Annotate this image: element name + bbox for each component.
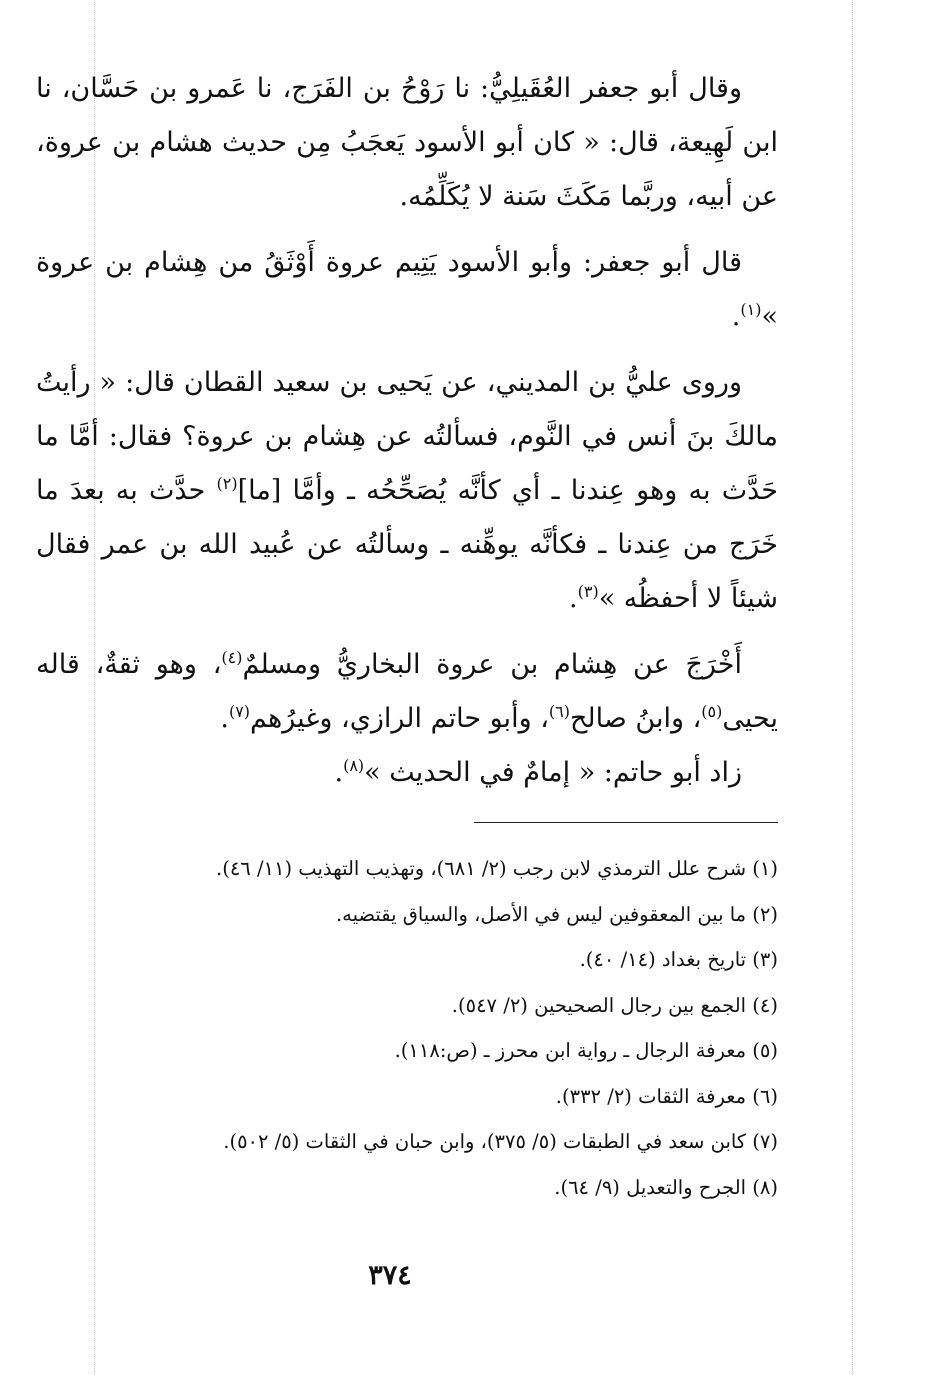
footnote-7: (٧) كابن سعد في الطبقات (٥/ ٣٧٥)، وابن حبان في الثقات (٥/ ٥٠٢). (223, 1130, 778, 1153)
paragraph-3 (36, 356, 778, 626)
footnote-marker: (٣) (577, 582, 599, 601)
page-number: ٣٧٤ (368, 1260, 412, 1291)
footnote-marker: (٧) (228, 702, 251, 721)
paragraph-text: ، وأبو حاتم الرازي، وغيرُهم (250, 703, 549, 734)
footnote-separator (474, 822, 778, 823)
paragraph-5 (36, 746, 778, 800)
paragraph-1 (36, 62, 778, 224)
footnote-3: (٣) تاريخ بغداد (١٤/ ٤٠). (579, 948, 778, 971)
footnote-marker: (٤) (221, 648, 243, 667)
footnote-marker: (٢) (216, 474, 238, 493)
footnotes (80, 846, 778, 1210)
paragraph-text: وروى عليُّ بن المديني، عن يَحيى بن سعيد القطان قال: « رأيتُ مالكَ بنَ أنس في النَّوم، فسألتُه عن هِشام بن عروة؟ فقال: أمَّا ما حَدَّث به وهو عِندنا ـ أي كأنَّه يُصَحِّحُه ـ وأمَّا [ما] (36, 367, 778, 506)
paragraph-text: . (731, 301, 741, 332)
footnote-1: (١) شرح علل الترمذي لابن رجب (٢/ ٦٨١)، وتهذيب التهذيب (١١/ ٤٦). (216, 857, 778, 880)
paragraph-text: ، وهو ثقةٌ، قاله يحيى (36, 649, 778, 734)
paragraph-4 (36, 638, 778, 746)
paragraph-text: . (220, 703, 229, 734)
scan-guide-line (852, 0, 853, 1375)
footnote-6: (٦) معرفة الثقات (٢/ ٣٣٢). (555, 1084, 778, 1108)
paragraph-text: ، وابنُ صالح (570, 703, 702, 734)
paragraph-text: زاد أبو حاتم: « إمامٌ في الحديث » (364, 757, 742, 788)
paragraph-text: . (569, 583, 578, 614)
footnote-marker: (٥) (701, 702, 723, 721)
footnote-5: (٥) معرفة الرجال ـ رواية ابن محرز ـ (ص:١١٨). (394, 1039, 778, 1062)
paragraph-text: أَخْرَجَ عن هِشام بن عروة البخاريُّ ومسلمٌ (242, 649, 742, 680)
footnote-marker: (٨) (343, 756, 365, 775)
footnote-marker: (١) (740, 300, 762, 319)
footnote-marker: (٦) (548, 702, 570, 721)
paragraph-text: . (334, 757, 344, 788)
footnote-2: (٢) ما بين المعقوفين ليس في الأصل، والسياق يقتضيه. (335, 902, 778, 926)
footnote-4: (٤) الجمع بين رجال الصحيحين (٢/ ٥٤٧). (451, 993, 778, 1017)
footnote-8: (٨) الجرح والتعديل (٩/ ٦٤). (554, 1175, 778, 1199)
main-text (36, 62, 778, 800)
paragraph-2 (36, 236, 778, 344)
paragraph-text: حدَّث به بعدَ ما خَرَج من عِندنا ـ فكأنَّه يوهِّنه ـ وسألتُه عن عُبيد الله بن عمر فقال شيئاً لا أحفظُه » (36, 475, 778, 614)
paragraph-text: وقال أبو جعفر العُقَيلِيُّ: نا رَوْحُ بن الفَرَج، نا عَمرو بن حَسَّان، نا ابن لَهِيعة، قال: « كان أبو الأسود يَعجَبُ مِن حديث هشام بن عروة، عن أبيه، وربَّما مَكَثَ سَنة لا يُكَلِّمُه. (36, 73, 778, 212)
paragraph-text: قال أبو جعفر: وأبو الأسود يَتِيم عروة أَوْثَقُ من هِشام بن عروة » (36, 247, 778, 332)
